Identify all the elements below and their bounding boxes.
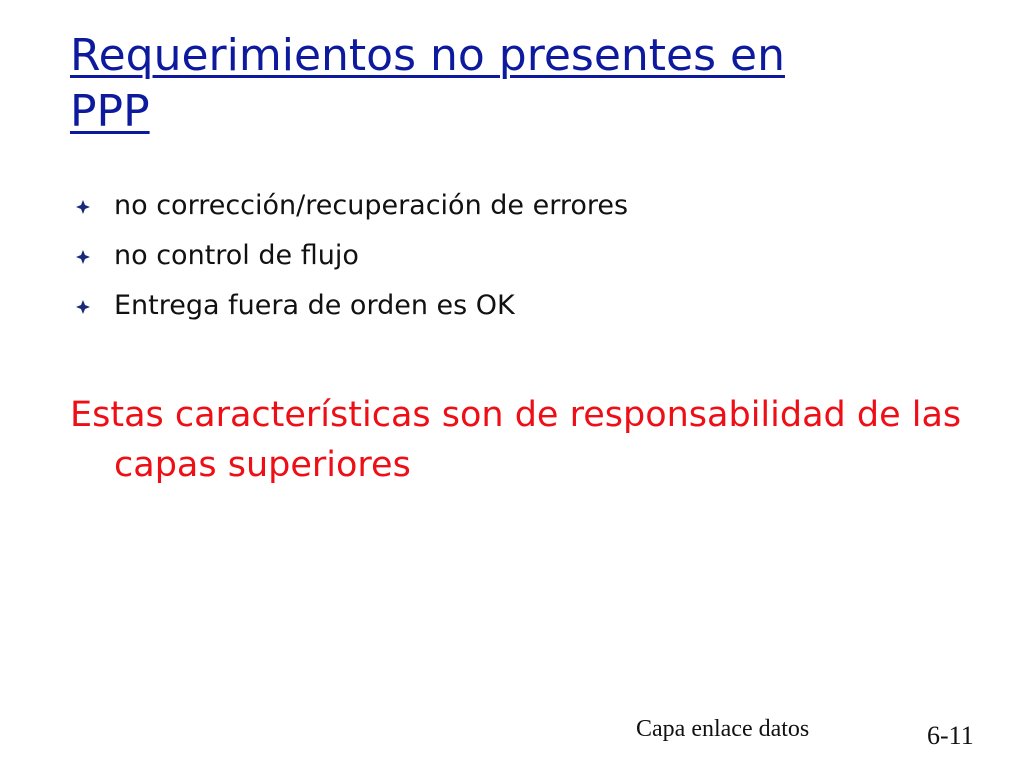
bullet-item [70, 183, 628, 233]
footer-label: Capa enlace datos [636, 716, 810, 742]
diamond-bullet-icon [76, 200, 90, 214]
page-number: 6-11 [927, 721, 974, 750]
slide-title-line-2: PPP [70, 86, 150, 137]
responsibility-note: Estas características son de responsabilidad de las capas superiores [70, 395, 962, 485]
bullet-text: no corrección/recuperación de errores [114, 190, 629, 221]
bullet-item [70, 233, 628, 283]
bullet-list [70, 183, 628, 333]
bullet-item [70, 283, 628, 333]
diamond-bullet-icon [76, 300, 90, 314]
diamond-bullet-icon [76, 250, 90, 264]
slide-title-line-1: Requerimientos no presentes en [70, 30, 785, 81]
slide-title [70, 28, 890, 140]
bullet-text: no control de flujo [114, 240, 359, 271]
bullet-text: Entrega fuera de orden es OK [114, 290, 515, 321]
